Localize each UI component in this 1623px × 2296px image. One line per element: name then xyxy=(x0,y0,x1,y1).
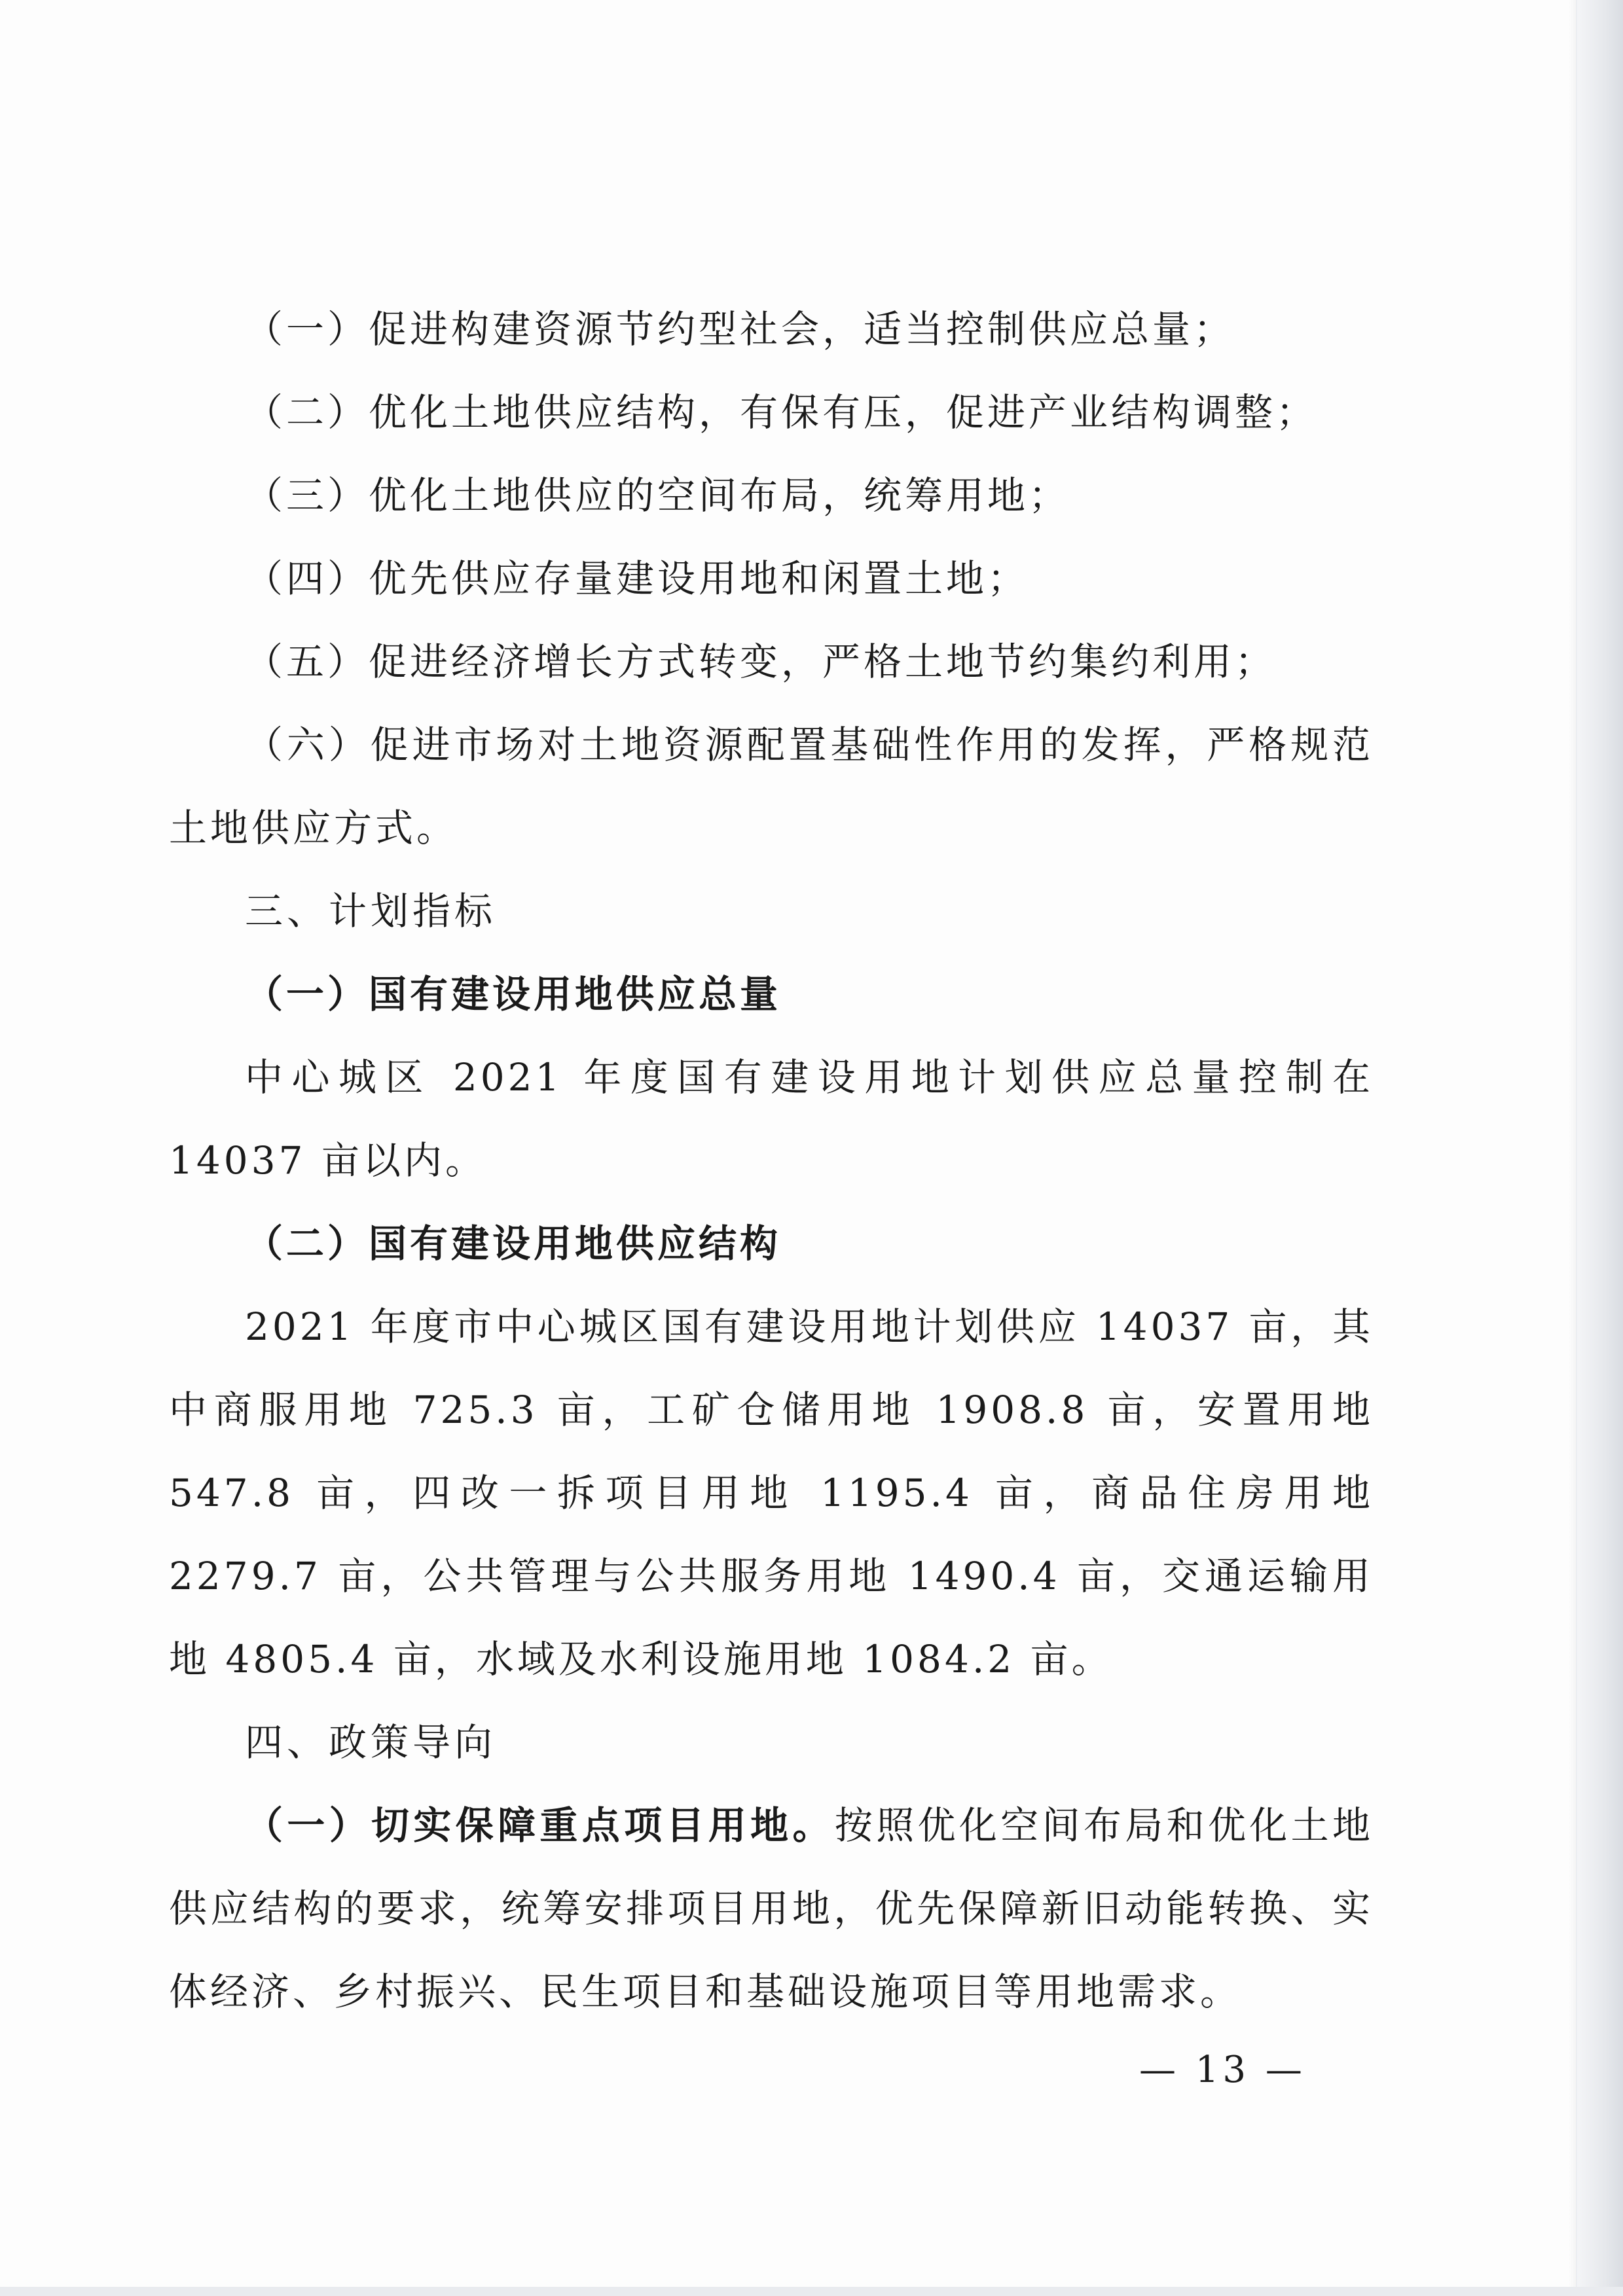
paragraph-key-projects-lead: （一）切实保障重点项目用地。 xyxy=(245,1803,835,1848)
document-body xyxy=(169,288,1374,2034)
paragraph-measure-3: （三）优化土地供应的空间布局，统筹用地； xyxy=(245,473,1070,518)
paragraph-key-projects xyxy=(169,1784,1374,2034)
subheading-total-supply: （一）国有建设用地供应总量 xyxy=(245,972,782,1016)
page-number: — 13 — xyxy=(1139,2049,1306,2091)
section-heading-plan-indicators: 三、计划指标 xyxy=(245,889,497,933)
paragraph-measure-1: （一）促进构建资源节约型社会，适当控制供应总量； xyxy=(245,307,1235,351)
page-edge-right xyxy=(1576,0,1623,2296)
paragraph-measure-4: （四）优先供应存量建设用地和闲置土地； xyxy=(245,556,1029,601)
paragraph-measure-2: （二）优化土地供应结构，有保有压，促进产业结构调整； xyxy=(245,390,1318,435)
paragraph-key-projects-text: 按照优化空间布局和优化土地供应结构的要求，统筹安排项目用地，优先保障新旧动能转换、实体经济、乡村振兴、民生项目和基础设施项目等用地需求。 xyxy=(169,1803,1374,2014)
subheading-supply-structure: （二）国有建设用地供应结构 xyxy=(245,1221,782,1266)
paragraph-measure-6: （六）促进市场对土地资源配置基础性作用的发挥，严格规范土地供应方式。 xyxy=(169,723,1374,850)
paragraph-measure-5: （五）促进经济增长方式转变，严格土地节约集约利用； xyxy=(245,639,1277,684)
page-edge-bottom xyxy=(0,2287,1623,2296)
paragraph-supply-structure: 2021 年度市中心城区国有建设用地计划供应 14037 亩，其中商服用地 725.3 亩，工矿仓储用地 1908.8 亩，安置用地 547.8 亩，四改一拆项目用地 1195.4 亩，商品住房用地 2279.7 亩，公共管理与公共服务用地 1490.4 亩，交通运输用地 4805.4 亩，水域及水利设施用地 1084.2 亩。 xyxy=(169,1304,1374,1681)
paragraph-total-supply: 中心城区 2021 年度国有建设用地计划供应总量控制在 14037 亩以内。 xyxy=(169,1055,1374,1183)
section-heading-policy-guidance: 四、政策导向 xyxy=(245,1720,497,1765)
